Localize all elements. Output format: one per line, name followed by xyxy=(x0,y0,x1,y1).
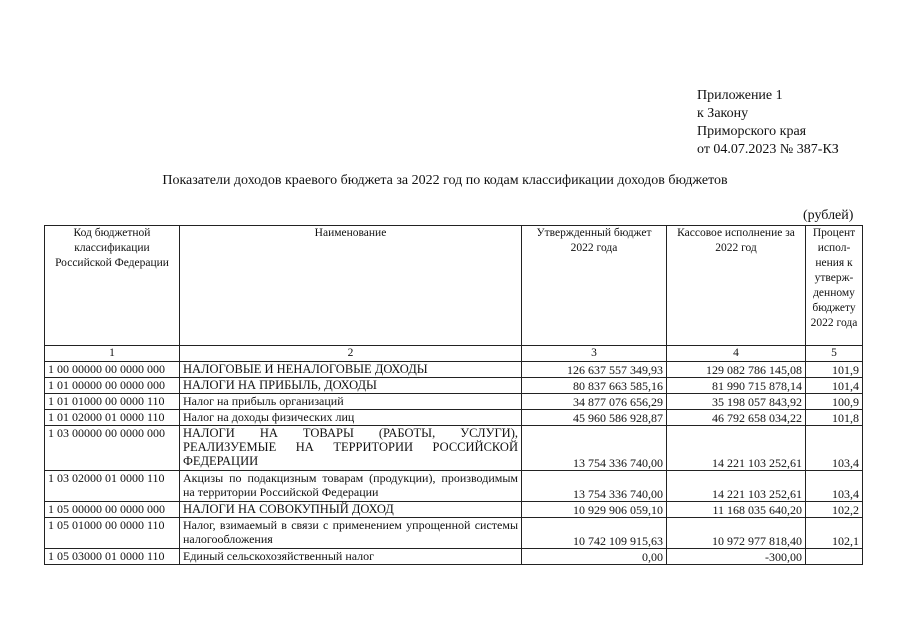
document-title-text: Показатели доходов краевого бюджета за 2022 год по кодам классификации доходов бюджетов xyxy=(162,173,728,188)
row-code: 1 01 00000 00 0000 000 xyxy=(45,378,180,394)
header-percent: Процент испол-нения к утверж-денному бюджету 2022 года xyxy=(806,226,863,346)
table-row xyxy=(45,410,863,426)
table-row xyxy=(45,394,863,410)
row-code: 1 01 02000 01 0000 110 xyxy=(45,410,180,426)
row-executed: 46 792 658 034,22 xyxy=(667,410,806,426)
column-number: 3 xyxy=(522,346,667,362)
row-percent: 101,8 xyxy=(806,410,863,426)
row-executed: 129 082 786 145,08 xyxy=(667,362,806,378)
header-approved: Утвержденный бюджет 2022 года xyxy=(522,226,667,346)
row-percent: 103,4 xyxy=(806,471,863,502)
row-code: 1 03 00000 00 0000 000 xyxy=(45,426,180,471)
row-approved: 45 960 586 928,87 xyxy=(522,410,667,426)
header-code: Код бюджетной классификации Российской Федерации xyxy=(45,226,180,346)
row-code: 1 01 01000 00 0000 110 xyxy=(45,394,180,410)
row-approved: 126 637 557 349,93 xyxy=(522,362,667,378)
row-approved: 80 837 663 585,16 xyxy=(522,378,667,394)
row-code: 1 03 02000 01 0000 110 xyxy=(45,471,180,502)
budget-table xyxy=(44,225,863,565)
table-header-row xyxy=(45,226,863,346)
row-executed: -300,00 xyxy=(667,549,806,565)
table-row xyxy=(45,502,863,518)
row-percent: 101,4 xyxy=(806,378,863,394)
row-percent: 101,9 xyxy=(806,362,863,378)
row-percent: 103,4 xyxy=(806,426,863,471)
row-approved: 34 877 076 656,29 xyxy=(522,394,667,410)
row-percent xyxy=(806,549,863,565)
table-row xyxy=(45,471,863,502)
row-percent: 102,1 xyxy=(806,518,863,549)
row-code: 1 05 03000 01 0000 110 xyxy=(45,549,180,565)
row-name: Налог, взимаемый в связи с применением упрощенной системы налогообложения xyxy=(180,518,522,549)
appendix-line-4: от 04.07.2023 № 387-КЗ xyxy=(697,142,839,157)
row-approved: 10 742 109 915,63 xyxy=(522,518,667,549)
row-approved: 13 754 336 740,00 xyxy=(522,471,667,502)
row-executed: 35 198 057 843,92 xyxy=(667,394,806,410)
row-percent: 102,2 xyxy=(806,502,863,518)
table-row xyxy=(45,426,863,471)
column-number: 2 xyxy=(180,346,522,362)
row-name: Налог на прибыль организаций xyxy=(180,394,522,410)
row-executed: 14 221 103 252,61 xyxy=(667,471,806,502)
column-number: 5 xyxy=(806,346,863,362)
table-row xyxy=(45,378,863,394)
row-approved: 10 929 906 059,10 xyxy=(522,502,667,518)
row-executed: 10 972 977 818,40 xyxy=(667,518,806,549)
table-row xyxy=(45,549,863,565)
row-name: НАЛОГИ НА СОВОКУПНЫЙ ДОХОД xyxy=(180,502,522,518)
row-percent: 100,9 xyxy=(806,394,863,410)
appendix-block xyxy=(697,87,839,159)
row-code: 1 00 00000 00 0000 000 xyxy=(45,362,180,378)
row-code: 1 05 00000 00 0000 000 xyxy=(45,502,180,518)
appendix-line-3: Приморского края xyxy=(697,124,807,139)
row-name: НАЛОГИ НА ПРИБЫЛЬ, ДОХОДЫ xyxy=(180,378,522,394)
row-approved: 13 754 336 740,00 xyxy=(522,426,667,471)
document-title xyxy=(0,173,906,189)
header-name: Наименование xyxy=(180,226,522,346)
column-number: 4 xyxy=(667,346,806,362)
appendix-line-2: к Закону xyxy=(697,106,749,121)
appendix-line-1: Приложение 1 xyxy=(697,88,783,103)
row-approved: 0,00 xyxy=(522,549,667,565)
row-code: 1 05 01000 00 0000 110 xyxy=(45,518,180,549)
row-executed: 14 221 103 252,61 xyxy=(667,426,806,471)
row-name: НАЛОГИ НА ТОВАРЫ (РАБОТЫ, УСЛУГИ), РЕАЛИЗУЕМЫЕ НА ТЕРРИТОРИИ РОССИЙСКОЙ ФЕДЕРАЦИИ xyxy=(180,426,522,471)
row-name: Единый сельскохозяйственный налог xyxy=(180,549,522,565)
header-executed: Кассовое исполнение за 2022 год xyxy=(667,226,806,346)
row-executed: 81 990 715 878,14 xyxy=(667,378,806,394)
column-number: 1 xyxy=(45,346,180,362)
table-row xyxy=(45,518,863,549)
row-name: Налог на доходы физических лиц xyxy=(180,410,522,426)
units-label: (рублей) xyxy=(803,208,854,223)
row-name: Акцизы по подакцизным товарам (продукции), производимым на территории Российской Федерации xyxy=(180,471,522,502)
table-row xyxy=(45,362,863,378)
row-executed: 11 168 035 640,20 xyxy=(667,502,806,518)
column-numbers-row xyxy=(45,346,863,362)
row-name: НАЛОГОВЫЕ И НЕНАЛОГОВЫЕ ДОХОДЫ xyxy=(180,362,522,378)
